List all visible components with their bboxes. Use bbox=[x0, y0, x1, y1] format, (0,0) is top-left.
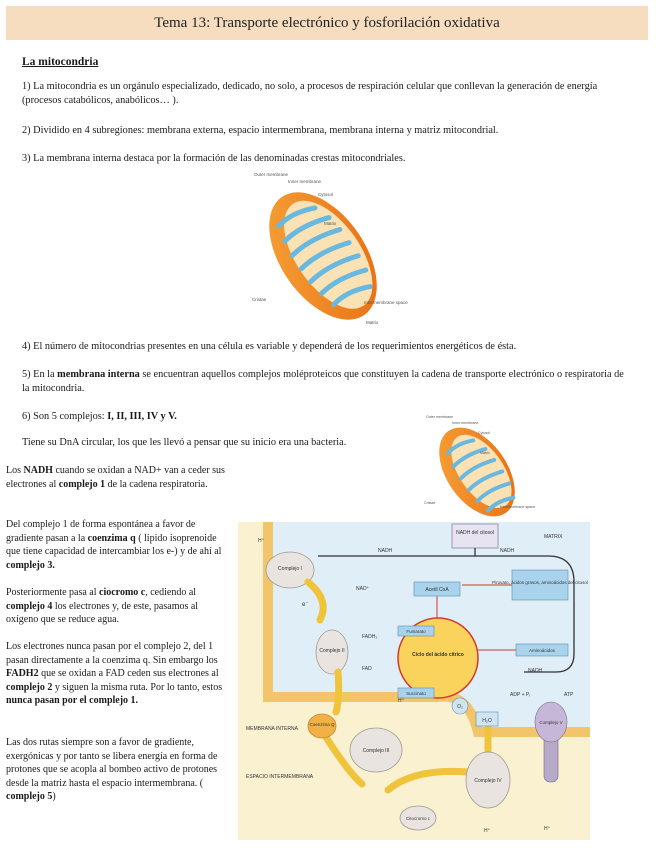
section-heading: La mitocondria bbox=[22, 56, 99, 68]
page-title-bar bbox=[6, 6, 648, 40]
citocromo-label: Citocromo c bbox=[405, 816, 431, 821]
piruvato-label: Piruvato, ácidos grasos, aminoácidos del citosol bbox=[492, 580, 588, 585]
complejo1-label: Complejo I bbox=[278, 566, 302, 572]
label-cristae: Cristae bbox=[252, 297, 267, 302]
label-small-matrix: Matrix bbox=[480, 451, 490, 455]
matrix-label: MATRIX bbox=[544, 534, 563, 540]
label-small-cristae: Cristae bbox=[424, 501, 436, 505]
paragraph-fadh2: Los electrones nunca pasan por el complejo 2, del 1 pasan directamente a la coenzima q. Sin embargo los FADH2 que se oxidan a FAD ceden sus electrones al complejo 2 y siguen la misma ruta. Por lo tanto, estos nunca pasan por el complejo 1. bbox=[6, 641, 223, 706]
label-small-outer: Outer membrane bbox=[426, 415, 454, 419]
paragraph-citocromo: Posteriormente pasa al ciocromo c, cediendo al complejo 4 los electrones y, de este, pasamos al oxígeno que se reduce agua. bbox=[6, 587, 199, 625]
label-small-inner: Inner membrane bbox=[452, 421, 479, 425]
label-small-intermembrane: Intermembrane space bbox=[500, 505, 535, 509]
paragraph-4: 4) El número de mitocondrias presentes en una célula es variable y dependerá de los requerimientos energéticos de ésta. bbox=[22, 341, 517, 352]
paragraph-2: 2) Dividido en 4 subregiones: membrana externa, espacio intermembrana, membrana interna y matriz mitocondrial. bbox=[22, 125, 499, 136]
label-matrix-2: Matrix bbox=[366, 320, 379, 325]
h-plus-1: H⁺ bbox=[258, 538, 265, 544]
o2-label: O₂ bbox=[457, 704, 463, 710]
h2o-label: H₂O bbox=[482, 718, 492, 724]
nad-plus-label: NAD⁺ bbox=[356, 586, 370, 592]
label-small-cytosol: Cytosol bbox=[478, 431, 490, 435]
espacio-label: ESPACIO INTERMEMBRANA bbox=[246, 774, 314, 780]
fadh2-label: FADH₂ bbox=[362, 634, 378, 640]
page-title: Tema 13: Transporte electrónico y fosforilación oxidativa bbox=[154, 14, 500, 31]
atp-label: ATP bbox=[564, 692, 574, 698]
adp-label: ADP + Pᵢ bbox=[510, 692, 531, 698]
fad-label: FAD bbox=[362, 666, 372, 672]
label-intermembrane: Intermembrane space bbox=[364, 300, 408, 305]
mitochondrion-figure-small bbox=[422, 410, 535, 526]
paragraph-6: 6) Son 5 complejos: I, II, III, IV y V. bbox=[22, 411, 177, 422]
nadh-citosol-label: NADH del citosol bbox=[456, 530, 494, 536]
membrana-interna-label: MEMBRANA INTERNA bbox=[246, 726, 298, 732]
paragraph-5: 5) En la membrana interna se encuentran aquellos complejos moléproteicos que constituyen la cadena de transporte electrónico o respiratoria de la mitocondria. bbox=[22, 369, 624, 394]
label-outer-membrane: Outer membrane bbox=[254, 172, 289, 177]
paragraph-complejo1: Del complejo 1 de forma espontánea a favor de gradiente pasan a la coenzima q ( lípido isoprenoide que tiene capacidad de intercambiar los e-) y de ahí al complejo 3. bbox=[6, 519, 222, 571]
aminoacidos-label: Aminoácidos bbox=[529, 648, 555, 653]
nadh-top-label: NADH bbox=[500, 548, 515, 554]
ciclo-label: Ciclo del ácido cítrico bbox=[412, 652, 464, 658]
fumarato-label: Fumarato bbox=[406, 629, 426, 634]
paragraph-3: 3) La membrana interna destaca por la formación de las denominadas crestas mitocondriales. bbox=[22, 153, 406, 164]
label-matrix: Matrix bbox=[324, 221, 337, 226]
acetil-label: Acetil CoA bbox=[425, 587, 449, 593]
complejo2-label: Complejo II bbox=[319, 648, 345, 654]
paragraph-gradiente: Las dos rutas siempre son a favor de gradiente, exergónicas y por tanto se libera energía en forma de protones que se acopla al bombeo activo de protones desde la matriz hasta el espacio intermembrana. ( complejo 5) bbox=[6, 737, 218, 802]
h-plus-4: H⁺ bbox=[484, 828, 491, 834]
mitochondrion-figure bbox=[248, 166, 408, 330]
h-plus-5: H⁺ bbox=[544, 826, 551, 832]
paragraph-1: 1) La mitocondria es un orgánulo especializado, dedicado, no solo, a procesos de respiración celular que conllevan la generación de energía (procesos catabólicos, anabólicos… ). bbox=[22, 81, 598, 106]
complejo3-label: Complejo III bbox=[362, 748, 390, 754]
paragraph-7: Tiene su DnA circular, los que les llevó a pensar que su inicio era una bacteria. bbox=[22, 437, 347, 448]
label-cytosol: Cytosol bbox=[318, 192, 334, 197]
paragraph-nadh: Los NADH cuando se oxidan a NAD+ van a ceder sus electrones al complejo 1 de la cadena respiratoria. bbox=[6, 465, 225, 490]
label-inner-membrane: Inner membrane bbox=[288, 179, 322, 184]
coenzimaq-label: Coenzima Q bbox=[309, 722, 335, 727]
complejo4-label: Complejo IV bbox=[474, 778, 502, 784]
nadh-right-label: NADH bbox=[528, 668, 543, 674]
complejo5-label: Complejo V bbox=[539, 720, 563, 725]
electron-transport-diagram bbox=[238, 522, 590, 840]
e-minus-label: e⁻ bbox=[302, 602, 309, 608]
h-plus-3: H⁺ bbox=[398, 698, 405, 704]
succinato-label: Succinato bbox=[406, 691, 426, 696]
nadh-mid-label: NADH bbox=[378, 548, 393, 554]
